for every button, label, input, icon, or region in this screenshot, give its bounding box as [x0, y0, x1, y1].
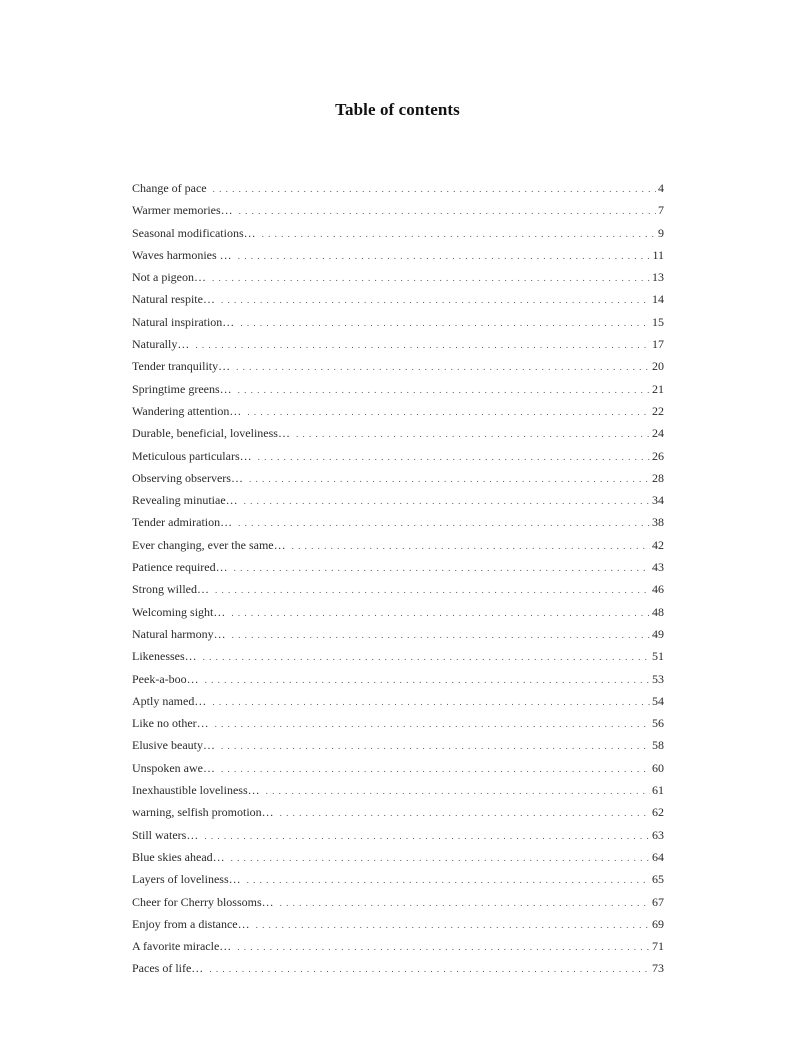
toc-entry[interactable]: [132, 467, 664, 489]
toc-entry-page-number: 24: [652, 426, 664, 441]
toc-entry-title: Welcoming sight…: [132, 604, 226, 619]
toc-entry-page-number: 17: [652, 337, 664, 352]
dot-leader: [247, 401, 650, 423]
page-title: Table of contents: [335, 100, 460, 119]
toc-entry-title: Elusive beauty…: [132, 738, 215, 753]
toc-entry-title: A favorite miracle…: [132, 939, 232, 954]
dot-leader: [236, 356, 650, 378]
toc-entry-title: Strong willed…: [132, 582, 209, 597]
toc-entry-page-number: 15: [652, 314, 664, 329]
toc-entry-page-number: 28: [652, 470, 664, 485]
toc-entry[interactable]: [132, 757, 664, 779]
toc-entry-page-number: 48: [652, 604, 664, 619]
toc-entry-page-number: 56: [652, 716, 664, 731]
toc-entry-page-number: 4: [658, 181, 664, 195]
dot-leader: [231, 847, 650, 869]
dot-leader: [215, 579, 650, 601]
toc-entry-page-number: 7: [658, 203, 664, 218]
dot-leader: [203, 646, 650, 668]
toc-entry[interactable]: [132, 935, 664, 957]
toc-entry-title: Enjoy from a distance…: [132, 916, 250, 931]
toc-entry[interactable]: [132, 690, 664, 712]
toc-entry-page-number: 67: [652, 894, 664, 909]
toc-entry-page-number: 43: [652, 560, 664, 575]
dot-leader: [209, 958, 650, 980]
dot-leader: [212, 267, 650, 289]
dot-leader: [215, 713, 650, 735]
toc-entry-page-number: 13: [652, 270, 664, 285]
dot-leader: [221, 735, 650, 757]
toc-entry[interactable]: [132, 422, 664, 444]
dot-leader: [205, 669, 650, 691]
toc-entry-page-number: 53: [652, 671, 664, 686]
dot-leader: [238, 245, 651, 267]
toc-entry-page-number: 58: [652, 738, 664, 753]
toc-entry-title: Ever changing, ever the same…: [132, 537, 286, 552]
toc-entry-page-number: 60: [652, 760, 664, 775]
toc-entry-page-number: 69: [652, 916, 664, 931]
dot-leader: [212, 691, 650, 713]
toc-entry[interactable]: [132, 578, 664, 600]
dot-leader: [262, 223, 656, 245]
toc-entry-title: Cheer for Cherry blossoms…: [132, 894, 274, 909]
toc-entry-page-number: 20: [652, 359, 664, 374]
toc-entry[interactable]: [132, 824, 664, 846]
toc-entry[interactable]: [132, 177, 664, 199]
dot-leader: [213, 178, 656, 200]
toc-entry-title: Unspoken awe…: [132, 760, 215, 775]
toc-entry[interactable]: [132, 222, 664, 244]
toc-entry-page-number: 21: [652, 381, 664, 396]
toc-entry-page-number: 54: [652, 693, 664, 708]
toc-entry-title: Like no other…: [132, 716, 209, 731]
toc-entry[interactable]: [132, 288, 664, 310]
toc-entry-title: Warmer memories…: [132, 203, 233, 218]
dot-leader: [249, 468, 650, 490]
toc-entry-page-number: 71: [652, 939, 664, 954]
toc-entry-page-number: 73: [652, 961, 664, 976]
toc-entry-title: Natural harmony…: [132, 626, 226, 641]
dot-leader: [256, 914, 650, 936]
toc-entry[interactable]: [132, 400, 664, 422]
toc-entry[interactable]: [132, 957, 664, 979]
dot-leader: [238, 512, 650, 534]
dot-leader: [240, 312, 650, 334]
toc-entry[interactable]: [132, 668, 664, 690]
dot-leader: [247, 869, 650, 891]
toc-entry-title: Layers of loveliness…: [132, 872, 241, 887]
toc-entry-title: Patience required…: [132, 560, 228, 575]
dot-leader: [232, 624, 650, 646]
toc-entry-page-number: 26: [652, 448, 664, 463]
toc-entry-title: Change of pace: [132, 181, 207, 195]
toc-entry-title: Still waters…: [132, 827, 199, 842]
toc-entry[interactable]: [132, 846, 664, 868]
dot-leader: [204, 825, 650, 847]
toc-entry-page-number: 42: [652, 537, 664, 552]
dot-leader: [244, 490, 650, 512]
toc-entry-page-number: 64: [652, 849, 664, 864]
dot-leader: [231, 602, 650, 624]
toc-entry-page-number: 46: [652, 582, 664, 597]
toc-entry[interactable]: [132, 779, 664, 801]
dot-leader: [280, 802, 650, 824]
toc-entry[interactable]: [132, 891, 664, 913]
toc-entry[interactable]: [132, 244, 664, 266]
dot-leader: [296, 423, 650, 445]
toc-entry[interactable]: [132, 801, 664, 823]
toc-entry[interactable]: [132, 913, 664, 935]
toc-entry[interactable]: [132, 623, 664, 645]
dot-leader: [258, 446, 650, 468]
dot-leader: [195, 334, 650, 356]
toc-entry[interactable]: [132, 645, 664, 667]
toc-entry-page-number: 65: [652, 872, 664, 887]
toc-entry[interactable]: [132, 355, 664, 377]
toc-entry-title: Peek-a-boo…: [132, 671, 199, 686]
toc-entry-title: Paces of life…: [132, 961, 204, 976]
toc-entry-title: Springtime greens…: [132, 381, 232, 396]
toc-entry-title: Waves harmonies …: [132, 247, 232, 262]
toc-entry[interactable]: [132, 266, 664, 288]
dot-leader: [234, 557, 650, 579]
toc-entry-page-number: 49: [652, 626, 664, 641]
toc-entry-page-number: 34: [652, 493, 664, 508]
dot-leader: [221, 289, 650, 311]
toc-entry-page-number: 11: [652, 247, 664, 262]
toc-entry-title: Seasonal modifications…: [132, 225, 256, 240]
toc-entry-title: Natural respite…: [132, 292, 215, 307]
dot-leader: [266, 780, 650, 802]
toc-entry[interactable]: [132, 311, 664, 333]
toc-entry-title: Wandering attention…: [132, 403, 242, 418]
toc-entry-page-number: 38: [652, 515, 664, 530]
toc-entry-title: Meticulous particulars…: [132, 448, 252, 463]
toc-entry[interactable]: [132, 556, 664, 578]
toc-entry[interactable]: [132, 445, 664, 467]
toc-entry-title: Observing observers…: [132, 470, 243, 485]
toc-entry[interactable]: [132, 712, 664, 734]
toc-entry-title: Inexhaustible loveliness…: [132, 783, 260, 798]
toc-entry-title: Tender tranquility…: [132, 359, 231, 374]
toc-entry-title: Naturally…: [132, 337, 190, 352]
toc-entry[interactable]: [132, 868, 664, 890]
toc-entry[interactable]: [132, 511, 664, 533]
toc-entry[interactable]: [132, 601, 664, 623]
toc-entry-title: Blue skies ahead…: [132, 849, 225, 864]
dot-leader: [292, 535, 650, 557]
dot-leader: [239, 200, 656, 222]
dot-leader: [280, 892, 650, 914]
dot-leader: [237, 936, 650, 958]
toc-entry[interactable]: [132, 333, 664, 355]
toc-entry-page-number: 22: [652, 403, 664, 418]
toc-entry[interactable]: [132, 734, 664, 756]
toc-entry[interactable]: [132, 378, 664, 400]
toc-entry-title: Tender admiration…: [132, 515, 233, 530]
toc-entry-page-number: 51: [652, 649, 664, 664]
toc-entry-title: Durable, beneficial, loveliness…: [132, 426, 290, 441]
toc-entry-title: Aptly named…: [132, 693, 207, 708]
toc-entry-title: Revealing minutiae…: [132, 493, 238, 508]
toc-entry-page-number: 14: [652, 292, 664, 307]
toc-entry[interactable]: [132, 489, 664, 511]
toc-entry[interactable]: [132, 534, 664, 556]
toc-entry-title: Not a pigeon…: [132, 270, 206, 285]
toc-entry-page-number: 63: [652, 827, 664, 842]
toc-entry-title: Natural inspiration…: [132, 314, 235, 329]
toc-entry-title: warning, selfish promotion…: [132, 805, 274, 820]
toc-entry-title: Likenesses…: [132, 649, 197, 664]
toc-entry-page-number: 62: [652, 805, 664, 820]
toc-entry-page-number: 61: [652, 783, 664, 798]
toc-entry-page-number: 9: [658, 225, 664, 240]
dot-leader: [238, 379, 650, 401]
toc-list: [132, 177, 664, 980]
toc-entry[interactable]: [132, 199, 664, 221]
dot-leader: [221, 758, 650, 780]
